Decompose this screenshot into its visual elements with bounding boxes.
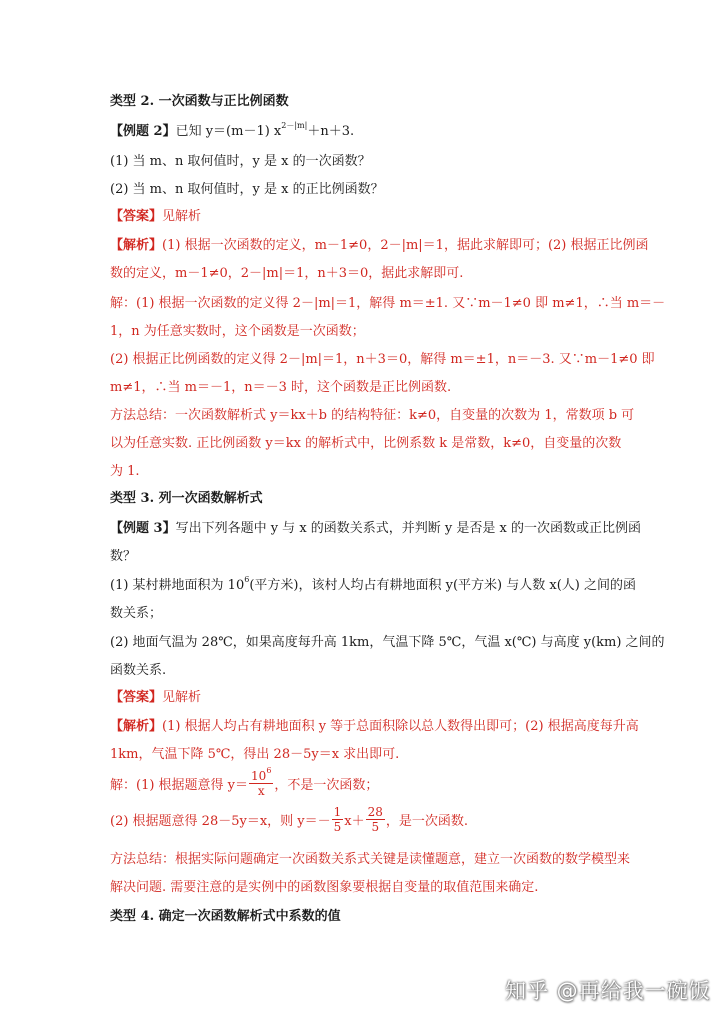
fraction-numerator: 1 <box>333 805 342 819</box>
example-2-exponent: 2－|m| <box>281 120 308 130</box>
example-2-analysis-line-2: 数的定义，m－1≠0，2－|m|＝1，n＋3＝0，据此求解即可. <box>110 266 464 281</box>
fraction-denominator: 5 <box>333 820 342 834</box>
example-3-q1-post: (平方米)，该村人均占有耕地面积 y(平方米) 与人数 x(人) 之间的函 <box>249 578 636 593</box>
numerator-exponent: 6 <box>266 766 272 775</box>
fraction-numerator: 28 <box>367 805 383 819</box>
example-3-answer <box>110 690 201 706</box>
example-3-solution-2 <box>110 806 468 838</box>
example-3-stem-line-1 <box>110 521 641 537</box>
example-2-method-line-1: 方法总结：一次函数解析式 y＝kx＋b 的结构特征：k≠0，自变量的次数为 1，常数项 b 可 <box>110 408 635 423</box>
fraction-numerator <box>249 766 273 784</box>
example-3-question-2-line-2: 函数关系. <box>110 663 167 678</box>
example-2-stem <box>110 120 355 140</box>
example-2-method-line-2: 以为任意实数. 正比例函数 y＝kx 的解析式中，比例系数 k 是常数，k≠0，自变量的次数 <box>110 436 622 451</box>
example-2-answer-text: 见解析 <box>162 209 202 224</box>
example-2-stem-pre: 已知 y＝(m－1) x <box>175 124 282 139</box>
example-3-question-1-line-1 <box>110 574 636 594</box>
example-2-answer <box>110 209 201 225</box>
example-3-analysis-line-1 <box>110 719 639 735</box>
heading-type-2: 类型 2. 一次函数与正比例函数 <box>110 94 289 109</box>
example-2-question-2: (2) 当 m、n 取何值时，y 是 x 的正比例函数？ <box>110 182 384 197</box>
numerator-base: 10 <box>251 769 267 783</box>
fraction-10e6-over-x <box>249 766 273 798</box>
example-3-question-1-line-2: 数关系； <box>110 606 163 621</box>
example-3-q1-pre: (1) 某村耕地面积为 10 <box>110 578 245 593</box>
example-2-stem-post: ＋n＋3. <box>307 124 355 139</box>
example-3-sol1-pre: 解：(1) 根据题意得 y＝ <box>110 778 249 793</box>
fraction-1-over-5 <box>332 805 344 834</box>
example-3-method-line-2: 解决问题. 需要注意的是实例中的函数图象要根据自变量的取值范围来确定. <box>110 880 539 895</box>
example-3-answer-text: 见解析 <box>162 690 202 705</box>
example-3-tag: 【例题 3】 <box>110 521 176 536</box>
example-2-analysis-text-1: (1) 根据一次函数的定义，m－1≠0，2－|m|＝1，据此求解即可；(2) 根据正比例函 <box>162 238 649 253</box>
fraction-denominator: 5 <box>371 820 380 834</box>
example-2-question-1: (1) 当 m、n 取何值时，y 是 x 的一次函数？ <box>110 154 371 169</box>
example-3-sol2-post: ，是一次函数. <box>385 814 469 829</box>
example-3-sol1-post: ，不是一次函数； <box>274 778 379 793</box>
example-3-sol2-pre: (2) 根据题意得 28－5y＝x，则 y＝－ <box>110 814 331 829</box>
example-3-analysis-tag: 【解析】 <box>110 719 163 734</box>
example-3-method-line-1: 方法总结：根据实际问题确定一次函数关系式关键是读懂题意，建立一次函数的数学模型来 <box>110 852 631 867</box>
example-3-q1-exponent: 6 <box>244 574 250 584</box>
example-3-sol2-mid: x＋ <box>344 814 365 829</box>
example-2-solution-line-3: (2) 根据正比例函数的定义得 2－|m|＝1，n＋3＝0，解得 m＝±1，n＝－3. 又∵m－1≠0 即 <box>110 352 655 367</box>
zhihu-watermark: 知乎 @再给我一碗饭 <box>505 979 711 1003</box>
example-2-tag: 【例题 2】 <box>110 124 176 139</box>
example-2-analysis-line-1 <box>110 238 649 254</box>
fraction-denominator: x <box>257 784 265 798</box>
example-3-stem-line-2: 数？ <box>110 549 137 564</box>
example-3-stem-text-1: 写出下列各题中 y 与 x 的函数关系式，并判断 y 是否是 x 的一次函数或正比例函 <box>175 521 641 536</box>
example-2-method-line-3: 为 1. <box>110 464 140 479</box>
example-2-analysis-tag: 【解析】 <box>110 238 163 253</box>
example-2-solution-line-4: m≠1，∴当 m＝－1，n＝－3 时，这个函数是正比例函数. <box>110 380 452 395</box>
example-2-solution-line-1: 解：(1) 根据一次函数的定义得 2－|m|＝1，解得 m＝±1. 又∵m－1≠0 即 m≠1，∴当 m＝－ <box>110 296 666 311</box>
fraction-28-over-5 <box>366 805 385 834</box>
example-3-analysis-text-1: (1) 根据人均占有耕地面积 y 等于总面积除以总人数得出即可；(2) 根据高度每升高 <box>162 719 639 734</box>
heading-type-3: 类型 3. 列一次函数解析式 <box>110 491 263 506</box>
example-3-solution-1 <box>110 766 379 802</box>
heading-type-4: 类型 4. 确定一次函数解析式中系数的值 <box>110 909 341 924</box>
example-2-solution-line-2: 1，n 为任意实数时，这个函数是一次函数； <box>110 324 365 339</box>
example-3-question-2-line-1: (2) 地面气温为 28℃，如果高度每升高 1km，气温下降 5℃，气温 x(℃) 与高度 y(km) 之间的 <box>110 635 665 650</box>
example-3-analysis-line-2: 1km，气温下降 5℃，得出 28－5y＝x 求出即可. <box>110 747 400 762</box>
example-2-answer-tag: 【答案】 <box>110 209 163 224</box>
example-3-answer-tag: 【答案】 <box>110 690 163 705</box>
